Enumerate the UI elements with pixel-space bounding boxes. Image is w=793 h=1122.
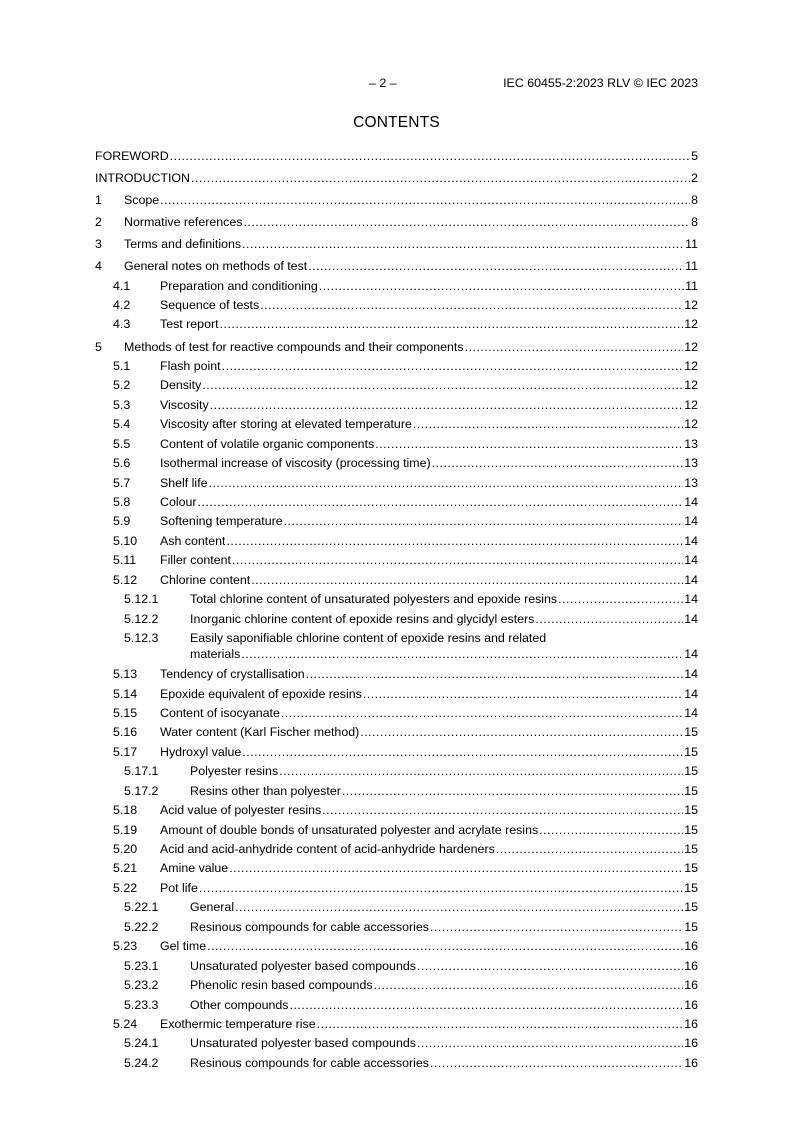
toc-entry[interactable] [95, 454, 698, 473]
toc-entry-number: 5 [95, 339, 102, 354]
toc-entry[interactable] [95, 665, 698, 684]
toc-leader-dots [229, 859, 683, 878]
toc-leader-dots [319, 277, 684, 296]
toc-entry[interactable] [95, 957, 698, 976]
document-id: IEC 60455-2:2023 RLV © IEC 2023 [503, 76, 698, 90]
toc-entry-number: 5.7 [113, 475, 131, 490]
toc-entry-page: 12 [684, 397, 698, 412]
toc-leader-dots [432, 454, 684, 473]
toc-leader-dots [317, 1015, 684, 1034]
toc-entry-page: 13 [684, 436, 698, 451]
toc-leader-dots [251, 571, 683, 590]
toc-entry-label: Polyester resins [190, 764, 279, 779]
toc-leader-dots [260, 296, 683, 315]
toc-entry-number: 5.13 [113, 667, 138, 682]
toc-entry-page: 14 [684, 686, 698, 701]
toc-leader-dots [308, 257, 684, 276]
toc-leader-dots [465, 338, 684, 357]
toc-entry-page: 14 [684, 553, 698, 568]
toc-entry-page: 15 [684, 861, 698, 876]
toc-entry-number: 5.21 [113, 861, 138, 876]
toc-entry[interactable] [95, 257, 698, 276]
toc-entry[interactable] [95, 685, 698, 704]
toc-entry[interactable] [95, 723, 698, 742]
toc-entry[interactable] [95, 474, 698, 493]
toc-entry-number: 5.22.2 [124, 919, 159, 934]
toc-entry-page: 16 [684, 958, 698, 973]
toc-entry-page: 12 [684, 358, 698, 373]
toc-entry-page: 2 [691, 171, 698, 186]
toc-entry-page: 16 [684, 1016, 698, 1031]
toc-entry-label: Normative references [124, 215, 243, 230]
toc-entry-label: Sequence of tests [160, 298, 260, 313]
toc-leader-dots [430, 1054, 683, 1073]
toc-entry-page: 12 [684, 417, 698, 432]
toc-entry[interactable] [95, 937, 698, 956]
toc-entry[interactable] [95, 169, 698, 188]
toc-entry-page: 12 [684, 298, 698, 313]
toc-entry-label: Acid and acid-anhydride content of acid-anhydride hardeners [160, 842, 495, 856]
toc-entry-number: 5.4 [113, 417, 131, 432]
toc-entry-number: 5.18 [113, 803, 138, 818]
toc-leader-dots [539, 821, 683, 840]
toc-entry-label: Scope [124, 193, 160, 208]
toc-entry-number: 5.10 [113, 533, 138, 548]
toc-leader-dots [281, 704, 683, 723]
toc-entry[interactable] [95, 512, 698, 531]
toc-entry[interactable] [95, 996, 698, 1015]
toc-entry-number: 5.11 [113, 553, 137, 568]
toc-entry-number: 5.24.2 [124, 1055, 159, 1070]
toc-entry-label: Density [160, 378, 202, 393]
toc-entry-number: 5.22 [113, 880, 138, 895]
toc-entry-label: Methods of test for reactive compounds and their components [124, 339, 464, 354]
toc-entry-label-continued: materials [190, 646, 241, 661]
toc-entry-number: 5.17.1 [124, 764, 159, 779]
toc-entry-number: 5.19 [113, 822, 138, 837]
toc-leader-dots [374, 976, 684, 995]
toc-leader-dots [496, 840, 683, 859]
toc-entry-number: 4.3 [113, 317, 131, 332]
toc-leader-dots [342, 782, 683, 801]
toc-entry-label: Viscosity after storing at elevated temperature [160, 417, 412, 432]
toc-entry-page: 8 [691, 193, 698, 208]
toc-entry-label: General notes on methods of test [124, 259, 308, 274]
toc-entry-number: 5.12.2 [124, 611, 159, 626]
toc-entry[interactable] [95, 235, 698, 254]
toc-entry-number: 5.15 [113, 705, 138, 720]
toc-entry-number: 5.23 [113, 939, 138, 954]
toc-entry-number: 5.24 [113, 1016, 138, 1031]
toc-entry-page: 11 [685, 278, 698, 293]
toc-entry[interactable] [95, 277, 698, 296]
toc-entry-label: Colour [160, 495, 197, 509]
toc-entry-page: 15 [684, 725, 698, 740]
toc-entry-label: Test report [160, 317, 219, 332]
toc-entry-page: 15 [684, 880, 698, 895]
toc-leader-dots [430, 918, 683, 937]
toc-entry[interactable] [95, 338, 698, 357]
toc-entry-number: 5.23.2 [124, 978, 159, 993]
toc-leader-dots [306, 665, 684, 684]
toc-entry-label: Tendency of crystallisation [160, 667, 305, 682]
toc-entry-label: Resinous compounds for cable accessories [190, 1055, 429, 1070]
toc-entry-page: 14 [684, 646, 698, 661]
toc-entry-label: Inorganic chlorine content of epoxide resins and glycidyl esters [190, 611, 535, 626]
toc-entry-number: 5.1 [113, 358, 131, 373]
toc-entry-label: Unsaturated polyester based compounds [190, 958, 416, 973]
toc-entry-number: 3 [95, 237, 102, 252]
toc-entry-label: Amine value [160, 861, 229, 876]
toc-entry-label: Preparation and conditioning [160, 278, 318, 293]
toc-entry-label: Amount of double bonds of unsaturated polyester and acrylate resins [160, 822, 539, 837]
toc-leader-dots [202, 376, 683, 395]
toc-entry-label: Epoxide equivalent of epoxide resins [160, 686, 362, 701]
toc-entry-number: 5.17 [113, 744, 138, 759]
toc-leader-dots [558, 590, 683, 609]
toc-entry-label: Ash content [160, 533, 226, 548]
toc-entry[interactable] [95, 1034, 698, 1053]
toc-entry[interactable] [95, 821, 698, 840]
toc-entry-page: 14 [684, 667, 698, 682]
toc-entry-page: 11 [685, 259, 698, 274]
toc-entry-page: 14 [684, 611, 698, 626]
toc-entry-page: 11 [685, 237, 698, 252]
toc-entry[interactable] [95, 590, 698, 609]
toc-leader-dots [210, 396, 684, 415]
toc-entry[interactable] [95, 396, 698, 415]
toc-entry-page: 14 [684, 533, 698, 548]
toc-entry-page: 15 [684, 783, 698, 798]
toc-entry-page: 5 [691, 149, 698, 163]
toc-entry-page: 15 [684, 919, 698, 934]
toc-entry-page: 14 [684, 592, 698, 607]
toc-leader-dots [170, 147, 690, 166]
toc-entry-page: 16 [684, 978, 698, 993]
table-of-contents [95, 147, 698, 1073]
toc-entry[interactable] [95, 610, 698, 629]
toc-leader-dots [375, 435, 683, 454]
toc-entry-label: Chlorine content [160, 572, 251, 587]
toc-entry-page: 15 [684, 803, 698, 818]
toc-entry-number: 5.2 [113, 378, 131, 393]
toc-entry-page: 15 [684, 744, 698, 759]
toc-entry-label: General [190, 900, 235, 915]
toc-entry-number: 5.23.1 [124, 958, 159, 973]
toc-entry-label: INTRODUCTION [95, 171, 190, 186]
toc-entry-page: 14 [684, 514, 698, 529]
toc-entry-page: 12 [684, 339, 698, 354]
toc-entry-label: Unsaturated polyester based compounds [190, 1036, 416, 1051]
toc-leader-dots [191, 169, 690, 188]
toc-entry[interactable] [95, 357, 698, 376]
toc-leader-dots [290, 996, 684, 1015]
toc-entry[interactable] [95, 629, 698, 665]
toc-entry-page: 15 [684, 842, 698, 856]
toc-entry[interactable] [95, 315, 698, 334]
toc-entry-label: Other compounds [190, 997, 289, 1012]
toc-leader-dots [226, 532, 683, 551]
toc-entry[interactable] [95, 571, 698, 590]
toc-entry[interactable] [95, 879, 698, 898]
toc-entry-number: 5.6 [113, 456, 131, 471]
toc-leader-dots [279, 762, 683, 781]
toc-entry[interactable] [95, 801, 698, 820]
toc-leader-dots [242, 235, 684, 254]
toc-entry-number: 5.20 [113, 842, 138, 856]
toc-leader-dots [207, 937, 683, 956]
toc-leader-dots [198, 493, 684, 512]
toc-entry-number: 5.24.1 [124, 1036, 159, 1051]
toc-entry[interactable] [95, 762, 698, 781]
toc-entry[interactable] [95, 435, 698, 454]
toc-entry-page: 14 [684, 495, 698, 509]
toc-entry-number: 1 [95, 193, 102, 208]
toc-entry-label: Shelf life [160, 475, 208, 490]
toc-entry-label: FOREWORD [95, 149, 169, 163]
toc-leader-dots [199, 879, 683, 898]
toc-entry-label: Pot life [160, 880, 198, 895]
toc-entry-number: 5.12.1 [124, 592, 159, 607]
toc-entry[interactable] [95, 191, 698, 210]
toc-entry[interactable] [95, 213, 698, 232]
toc-entry[interactable] [95, 898, 698, 917]
toc-leader-dots [241, 647, 683, 663]
toc-leader-dots [243, 213, 690, 232]
toc-entry-label: Easily saponifiable chlorine content of epoxide resins and related [190, 631, 547, 646]
toc-entry-page: 16 [684, 1055, 698, 1070]
toc-entry-label: Viscosity [160, 397, 209, 412]
toc-entry-number: 2 [95, 215, 102, 230]
toc-entry-label: Water content (Karl Fischer method) [160, 725, 360, 740]
toc-entry[interactable] [95, 918, 698, 937]
toc-entry[interactable] [95, 376, 698, 395]
toc-entry[interactable] [95, 532, 698, 551]
toc-entry-number: 4.1 [113, 278, 131, 293]
toc-entry-number: 5.12 [113, 572, 138, 587]
toc-leader-dots [220, 315, 684, 334]
toc-entry-label: Acid value of polyester resins [160, 803, 322, 818]
toc-entry-page: 14 [684, 572, 698, 587]
toc-entry[interactable] [95, 296, 698, 315]
toc-entry[interactable] [95, 147, 698, 166]
toc-entry-number: 5.5 [113, 436, 131, 451]
page-number: – 2 – [369, 76, 397, 90]
toc-entry-page: 16 [684, 997, 698, 1012]
toc-entry[interactable] [95, 782, 698, 801]
toc-leader-dots [360, 723, 683, 742]
toc-leader-dots [232, 551, 683, 570]
toc-entry-number: 5.9 [113, 514, 131, 529]
toc-entry-label: Total chlorine content of unsaturated polyesters and epoxide resins [190, 592, 558, 607]
toc-entry[interactable] [95, 743, 698, 762]
toc-entry-page: 15 [684, 900, 698, 915]
toc-leader-dots [322, 801, 683, 820]
toc-entry-page: 13 [684, 456, 698, 471]
toc-entry[interactable] [95, 976, 698, 995]
toc-entry-label: Content of isocyanate [160, 705, 280, 720]
toc-entry-label: Softening temperature [160, 514, 283, 529]
toc-entry-label: Terms and definitions [124, 237, 242, 252]
toc-entry-page: 13 [684, 475, 698, 490]
toc-entry-label: Isothermal increase of viscosity (processing time) [160, 456, 431, 471]
toc-leader-dots [535, 610, 683, 629]
toc-leader-dots [209, 474, 684, 493]
toc-entry-number: 4 [95, 259, 102, 274]
toc-entry-number: 4.2 [113, 298, 131, 313]
toc-leader-dots [417, 957, 683, 976]
toc-entry-number: 5.17.2 [124, 783, 159, 798]
toc-entry[interactable] [95, 704, 698, 723]
toc-entry-label: Gel time [160, 939, 207, 954]
toc-entry[interactable] [95, 493, 698, 512]
toc-entry-number: 5.23.3 [124, 997, 159, 1012]
toc-entry-page: 15 [684, 764, 698, 779]
toc-entry-page: 12 [684, 378, 698, 393]
toc-entry[interactable] [95, 840, 698, 859]
toc-entry-label: Resins other than polyester [190, 783, 341, 798]
toc-entry-page: 8 [691, 215, 698, 230]
toc-leader-dots [284, 512, 684, 531]
toc-entry-page: 12 [684, 317, 698, 332]
toc-leader-dots [160, 191, 690, 210]
toc-entry-page: 16 [684, 939, 698, 954]
toc-entry-label: Exothermic temperature rise [160, 1016, 316, 1031]
toc-entry[interactable] [95, 859, 698, 878]
toc-leader-dots [363, 685, 683, 704]
toc-entry-label: Content of volatile organic components [160, 436, 375, 451]
toc-entry-number: 5.12.3 [124, 631, 159, 646]
toc-entry-label: Resinous compounds for cable accessories [190, 919, 429, 934]
toc-entry-number: 5.14 [113, 686, 138, 701]
toc-entry-number: 5.16 [113, 725, 138, 740]
toc-entry-page: 14 [684, 705, 698, 720]
toc-entry[interactable] [95, 1054, 698, 1073]
toc-leader-dots [222, 357, 684, 376]
toc-entry-number: 5.8 [113, 495, 131, 509]
contents-title: CONTENTS [353, 114, 440, 131]
toc-entry-label: Hydroxyl value [160, 744, 242, 759]
toc-entry-label: Filler content [160, 553, 231, 568]
toc-entry-label: Flash point [160, 358, 221, 373]
toc-entry-number: 5.3 [113, 397, 131, 412]
toc-entry[interactable] [95, 1015, 698, 1034]
toc-leader-dots [417, 1034, 683, 1053]
toc-entry-page: 15 [684, 822, 698, 837]
toc-entry-label: Phenolic resin based compounds [190, 978, 373, 993]
toc-entry[interactable] [95, 415, 698, 434]
toc-entry[interactable] [95, 551, 698, 570]
toc-leader-dots [235, 898, 683, 917]
toc-leader-dots [413, 415, 683, 434]
toc-leader-dots [242, 743, 683, 762]
toc-entry-number: 5.22.1 [124, 900, 159, 915]
toc-entry-page: 16 [684, 1036, 698, 1051]
